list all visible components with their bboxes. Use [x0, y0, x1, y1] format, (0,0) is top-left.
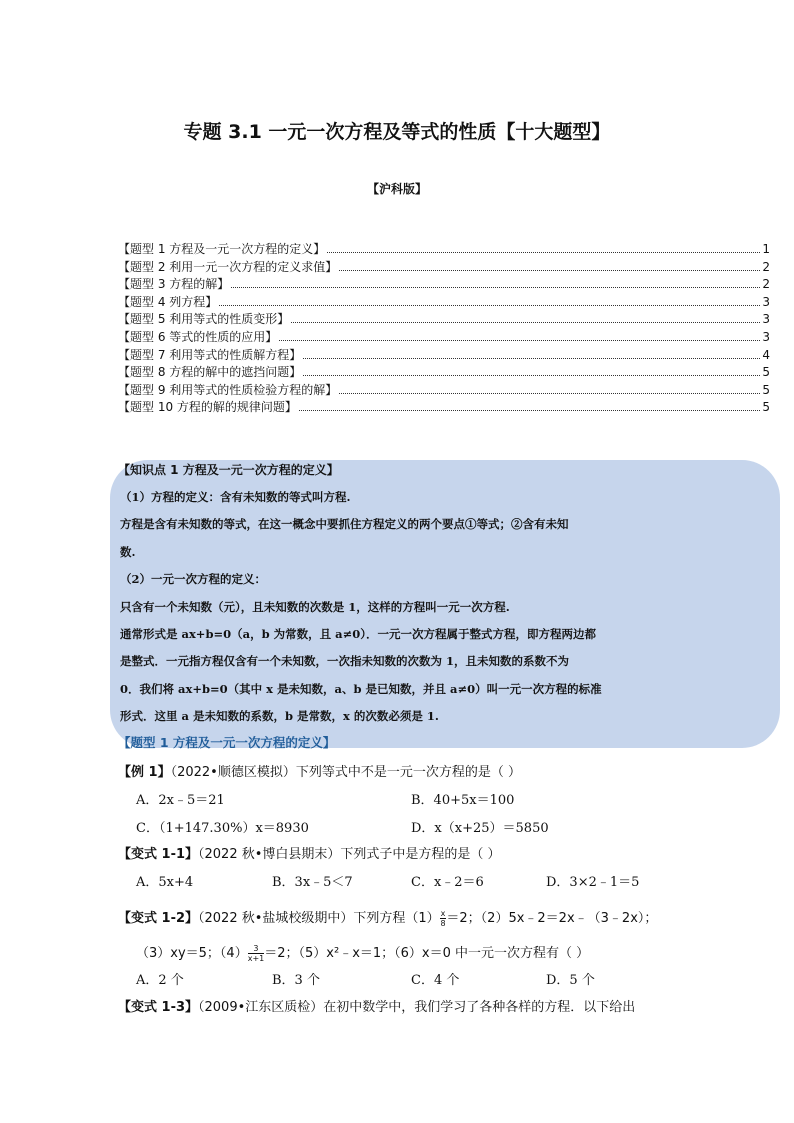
fraction-numerator: 3: [248, 944, 265, 954]
knowledge-line: 通常形式是 ax+b=0（a，b 为常数，且 a≠0）．一元一次方程属于整式方程，即方程两边都: [120, 627, 596, 641]
option-d[interactable]: D．x（x+25）＝5850: [411, 821, 549, 836]
toc-leader: [231, 287, 760, 288]
toc-page: 2: [762, 277, 770, 292]
page-title: 专题 3.1 一元一次方程及等式的性质【十大题型】: [183, 121, 611, 143]
toc-page: 5: [762, 382, 770, 397]
toc-leader: [303, 358, 760, 359]
toc-item[interactable]: [118, 258, 770, 276]
knowledge-title: 【知识点 1 方程及一元一次方程的定义】: [118, 463, 339, 477]
knowledge-line: 是整式．一元指方程仅含有一个未知数，一次指未知数的次数为 1，且未知数的系数不为: [120, 654, 570, 668]
question-tag: 【变式 1-3】: [118, 1000, 199, 1015]
toc-label: 【题型 5 利用等式的性质变形】: [118, 312, 290, 327]
option-a[interactable]: A．5x+4: [136, 875, 194, 890]
variant-question: [118, 996, 635, 1015]
toc-item[interactable]: [118, 346, 770, 364]
toc-label: 【题型 3 方程的解】: [118, 277, 230, 292]
question-text: （3）xy＝5；（4）: [136, 946, 248, 961]
toc-leader: [303, 375, 760, 376]
question-tag: 【例 1】: [118, 765, 171, 780]
question-text: ＝: [264, 946, 278, 961]
example-question: [118, 761, 521, 780]
knowledge-line: 数.: [120, 545, 136, 559]
fraction: [248, 944, 265, 963]
toc-page: 1: [762, 242, 770, 256]
toc-leader: [339, 393, 760, 394]
toc-label: 【题型 9 利用等式的性质检验方程的解】: [118, 382, 338, 397]
section-title: 【题型 1 方程及一元一次方程的定义】: [118, 735, 336, 750]
toc-item[interactable]: [118, 363, 770, 381]
toc-leader: [299, 410, 760, 411]
toc-leader: [327, 252, 760, 253]
toc-page: 4: [762, 347, 770, 362]
option-c[interactable]: C．x﹣2＝6: [411, 875, 484, 890]
option-c[interactable]: C．（1+147.30%）x＝8930: [136, 821, 309, 836]
toc-label: 【题型 8 方程的解中的遮挡问题】: [118, 365, 302, 380]
fraction-denominator: 8: [440, 919, 446, 928]
toc-label: 【题型 10 方程的解的规律问题】: [118, 400, 297, 415]
toc-item[interactable]: [118, 328, 770, 346]
variant-question-line: [136, 942, 589, 963]
toc-leader: [291, 322, 760, 323]
question-text: （2022•顺德区模拟）下列等式中不是一元一次方程的是（ ）: [170, 765, 521, 780]
toc-page: 5: [762, 400, 770, 415]
option-b[interactable]: B．3 个: [272, 973, 320, 988]
variant-question: [118, 843, 501, 862]
toc-item[interactable]: [118, 381, 770, 399]
toc-label: 【题型 6 等式的性质的应用】: [118, 329, 278, 344]
knowledge-line: 形式．这里 a 是未知数的系数，b 是常数，x 的次数必须是 1.: [120, 709, 439, 723]
toc-leader: [219, 305, 760, 306]
variant-question: [118, 907, 657, 928]
toc-label: 【题型 4 列方程】: [118, 294, 218, 309]
toc-item[interactable]: [118, 310, 770, 328]
question-text: 2；（5）x²﹣x＝1；（6）x＝0 中一元一次方程有（ ）: [277, 946, 590, 961]
toc-page: 3: [762, 329, 770, 344]
table-of-contents: [118, 240, 770, 416]
fraction-numerator: x: [440, 909, 446, 918]
knowledge-line: 只含有一个未知数（元），且未知数的次数是 1，这样的方程叫一元一次方程.: [120, 600, 510, 614]
toc-page: 3: [762, 294, 770, 309]
toc-item[interactable]: [118, 240, 770, 258]
option-d[interactable]: D．5 个: [546, 973, 595, 988]
toc-label: 【题型 7 利用等式的性质解方程】: [118, 347, 302, 362]
option-a[interactable]: A．2x﹣5＝21: [136, 793, 225, 808]
fraction-denominator: x+1: [247, 954, 265, 963]
question-tag: 【变式 1-2】: [118, 911, 199, 926]
question-text: （2022 秋•博白县期末）下列式子中是方程的是（ ）: [198, 847, 501, 862]
option-b[interactable]: B．3x﹣5＜7: [272, 875, 353, 890]
option-c[interactable]: C．4 个: [411, 973, 460, 988]
toc-label: 【题型 2 利用一元一次方程的定义求值】: [118, 259, 338, 274]
toc-item[interactable]: [118, 293, 770, 311]
knowledge-line: 方程是含有未知数的等式，在这一概念中要抓住方程定义的两个要点①等式；②含有未知: [120, 517, 569, 531]
option-b[interactable]: B．40+5x＝100: [411, 793, 515, 808]
knowledge-line: （1）方程的定义：含有未知数的等式叫方程.: [120, 490, 351, 504]
toc-item[interactable]: [118, 398, 770, 416]
toc-page: 3: [762, 312, 770, 327]
toc-item[interactable]: [118, 275, 770, 293]
option-d[interactable]: D．3×2﹣1＝5: [546, 875, 640, 890]
toc-leader: [279, 340, 760, 341]
question-text: ＝2；（2）5x﹣2＝2x﹣（3﹣2x）；: [446, 911, 658, 926]
knowledge-line: （2）一元一次方程的定义：: [120, 572, 267, 586]
edition-label: 【沪科版】: [366, 182, 427, 196]
toc-leader: [339, 270, 760, 271]
toc-label: 【题型 1 方程及一元一次方程的定义】: [118, 242, 326, 256]
question-text: （2022 秋•盐城校级期中）下列方程（1）: [198, 911, 440, 926]
question-tag: 【变式 1-1】: [118, 847, 199, 862]
knowledge-line: 0．我们将 ax+b=0（其中 x 是未知数，a、b 是已知数，并且 a≠0）叫一元一次方程的标准: [120, 682, 602, 696]
question-text: （2009•江东区质检）在初中数学中，我们学习了各种各样的方程．以下给出: [198, 1000, 636, 1015]
toc-page: 5: [762, 365, 770, 380]
option-a[interactable]: A．2 个: [136, 973, 184, 988]
toc-page: 2: [762, 259, 770, 274]
